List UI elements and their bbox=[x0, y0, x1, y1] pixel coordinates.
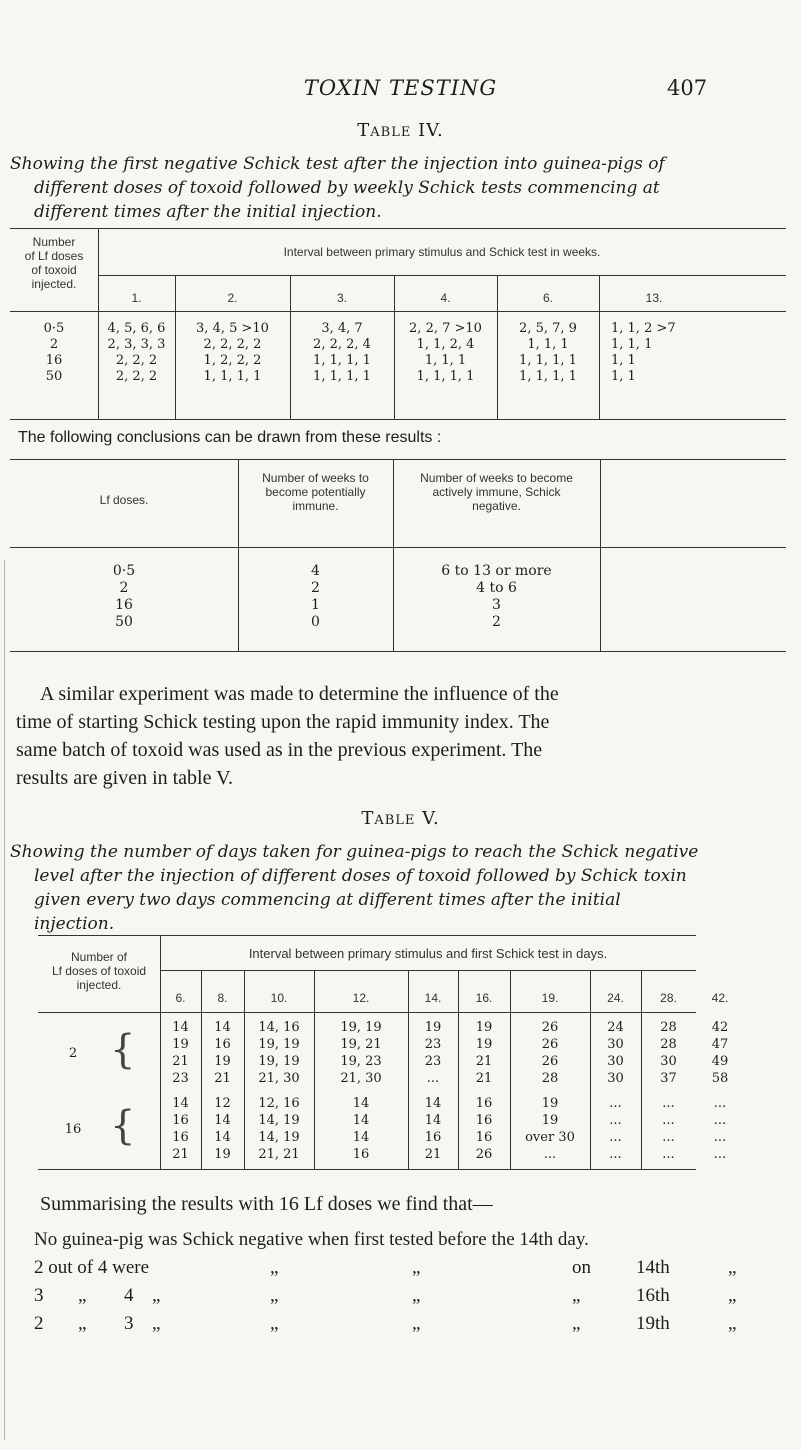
table5-cell: 14, 19 bbox=[258, 1130, 300, 1145]
summary-intro: Summarising the results with 16 Lf doses we find that— bbox=[40, 1193, 493, 1215]
table5-brace: { bbox=[110, 1103, 136, 1149]
table5-col-header: 16. bbox=[475, 991, 493, 1005]
table4-label: Table IV. bbox=[357, 120, 444, 141]
table5-cell: 19, 19 bbox=[258, 1054, 300, 1069]
summary-line bbox=[34, 1282, 794, 1310]
table5-cell: 21 bbox=[172, 1147, 189, 1162]
table4-col-header: 13. bbox=[645, 291, 663, 305]
table5-cell: 14 bbox=[172, 1020, 189, 1035]
table5-cell: ... bbox=[609, 1147, 622, 1162]
table5-cell: ... bbox=[713, 1130, 727, 1145]
table5-label: Table V. bbox=[361, 808, 440, 829]
table5-cell: 23 bbox=[172, 1071, 189, 1086]
table5-col-header: 12. bbox=[352, 991, 370, 1005]
table5-cell: ... bbox=[426, 1071, 440, 1086]
table4-span-header: Interval between primary stimulus and Schick test in weeks. bbox=[283, 245, 601, 259]
subtable-active-column: 6 to 13 or more 4 to 6 3 2 bbox=[441, 563, 552, 630]
table5-cell: 19, 21 bbox=[340, 1037, 382, 1052]
table5-cell: 19 bbox=[541, 1113, 559, 1128]
table5-cell: 19 bbox=[424, 1020, 442, 1035]
table5-group-dose: 2 bbox=[68, 1046, 78, 1061]
summary-token: 14th bbox=[636, 1257, 670, 1278]
table5-group-dose: 16 bbox=[64, 1122, 82, 1137]
table5-cell: 24 bbox=[607, 1020, 624, 1035]
summary-line: No guinea-pig was Schick negative when first tested before the 14th day. bbox=[34, 1229, 589, 1250]
table5-cell: 21, 30 bbox=[258, 1071, 300, 1086]
table5-cell: 16 bbox=[424, 1130, 442, 1145]
table4-column-4: 2, 2, 7 >10 1, 1, 2, 4 1, 1, 1 1, 1, 1, 1 bbox=[409, 321, 482, 384]
table5-cell: 14 bbox=[214, 1020, 231, 1035]
table5-cell: 16 bbox=[172, 1113, 189, 1128]
table5-cell: 19, 19 bbox=[340, 1020, 382, 1035]
table5-cell: 30 bbox=[607, 1037, 624, 1052]
table5-col-header: 19. bbox=[541, 991, 559, 1005]
summary-token: „ bbox=[412, 1313, 421, 1334]
table5-cell: 28 bbox=[541, 1071, 559, 1086]
table5-cell: 14 bbox=[214, 1113, 231, 1128]
table4-col-header: 2. bbox=[227, 291, 238, 305]
summary-token: „ bbox=[78, 1313, 87, 1334]
summary-token: 2 bbox=[34, 1313, 44, 1334]
summary-token: on bbox=[572, 1257, 591, 1278]
table5-cell: 14 bbox=[352, 1130, 370, 1145]
table5-cell: 12 bbox=[214, 1096, 231, 1111]
table5-cell: 14, 16 bbox=[258, 1020, 300, 1035]
table5-cell: 21 bbox=[214, 1071, 231, 1086]
table5-cell: 26 bbox=[541, 1020, 559, 1035]
table5-cell: 23 bbox=[424, 1037, 442, 1052]
summary-token: „ bbox=[572, 1285, 581, 1306]
table5-cell: 14 bbox=[424, 1113, 442, 1128]
summary-token: „ bbox=[270, 1285, 279, 1306]
table5-cell: 21 bbox=[475, 1071, 493, 1086]
table5-cell: 19, 19 bbox=[258, 1037, 300, 1052]
table5-cell: 21 bbox=[172, 1054, 189, 1069]
table5-cell: ... bbox=[609, 1113, 622, 1128]
table5-cell: 42 bbox=[711, 1020, 729, 1035]
table5-cell: 26 bbox=[541, 1054, 559, 1069]
summary-token: „ bbox=[728, 1285, 737, 1306]
table5-cell: 21, 21 bbox=[258, 1147, 300, 1162]
subtable-header-lf: Lf doses. bbox=[99, 493, 149, 507]
table5-cell: 28 bbox=[660, 1037, 677, 1052]
table5-col-header: 6. bbox=[175, 991, 186, 1005]
table5-cell: 19 bbox=[475, 1020, 493, 1035]
table4-caption: Showing the first negative Schick test after the injection into guinea-pigs of different doses of toxoid followed by weekly Schick tests commencing at different times after the initial injection. bbox=[10, 154, 665, 222]
table4-col0-header: Number of Lf doses of toxoid injected. bbox=[24, 235, 84, 291]
table5-cell: 26 bbox=[541, 1037, 559, 1052]
table5-cell: ... bbox=[713, 1113, 727, 1128]
summary-token: 4 bbox=[124, 1285, 134, 1306]
table5-cell: 19 bbox=[475, 1037, 493, 1052]
table5-cell: 16 bbox=[475, 1130, 493, 1145]
summary-token: „ bbox=[412, 1285, 421, 1306]
summary-token: „ bbox=[152, 1285, 161, 1306]
summary-line bbox=[34, 1254, 794, 1282]
summary-token: 3 bbox=[34, 1285, 44, 1306]
summary-token: „ bbox=[78, 1285, 87, 1306]
table5-cell: 14 bbox=[352, 1096, 370, 1111]
table5-cell: 14 bbox=[352, 1113, 370, 1128]
table5-cell: 30 bbox=[660, 1054, 677, 1069]
table5-cell: 14 bbox=[214, 1130, 231, 1145]
table5-cell: 47 bbox=[711, 1037, 729, 1052]
table5-cell: 19 bbox=[214, 1054, 231, 1069]
table5-cell: ... bbox=[662, 1096, 675, 1111]
subtable-header-potential: Number of weeks to become potentially immune. bbox=[262, 471, 369, 513]
table5-col-header: 24. bbox=[607, 991, 624, 1005]
table5-cell: ... bbox=[662, 1130, 675, 1145]
table5-cell: 16 bbox=[214, 1037, 231, 1052]
table5-col-header: 42. bbox=[711, 991, 729, 1005]
summary-token: „ bbox=[270, 1257, 279, 1278]
table5-cell: 19 bbox=[541, 1096, 559, 1111]
table5-cell: 21 bbox=[424, 1147, 442, 1162]
summary-lines bbox=[34, 1226, 794, 1338]
table5-col-header: 10. bbox=[270, 991, 288, 1005]
table5-span-header: Interval between primary stimulus and first Schick test in days. bbox=[248, 946, 608, 961]
table4-frame bbox=[10, 228, 786, 652]
table5-caption: Showing the number of days taken for guinea-pigs to reach the Schick negative level after the injection of different doses of toxoid followed by Schick toxin given every two days commencing at different times after the initial injection. bbox=[10, 842, 699, 934]
subtable-potential-column: 4 2 1 0 bbox=[311, 563, 320, 630]
table5-cell: 16 bbox=[475, 1113, 493, 1128]
table5-cell: ... bbox=[609, 1096, 622, 1111]
table5-cell: 21 bbox=[475, 1054, 493, 1069]
table4-col-header: 3. bbox=[336, 291, 347, 305]
running-header: TOXIN TESTING bbox=[303, 76, 498, 100]
table5-col0-header: Number of Lf doses of toxoid injected. bbox=[51, 950, 147, 992]
table5-cell: 16 bbox=[475, 1096, 493, 1111]
table5-cell: 23 bbox=[424, 1054, 442, 1069]
table5-cell: over 30 bbox=[525, 1130, 575, 1145]
table5-cell: 14, 19 bbox=[258, 1113, 300, 1128]
table5-cell: ... bbox=[662, 1113, 675, 1128]
table5-cell: 37 bbox=[660, 1071, 677, 1086]
table5-cell: 14 bbox=[172, 1096, 189, 1111]
table5-frame bbox=[38, 935, 729, 1170]
table5-cell: 58 bbox=[711, 1071, 729, 1086]
table5-cell: ... bbox=[713, 1096, 727, 1111]
table5-cell: 12, 16 bbox=[258, 1096, 300, 1111]
left-margin-rule bbox=[4, 560, 5, 1440]
table5-cell: 30 bbox=[607, 1054, 624, 1069]
table4-col-header: 1. bbox=[131, 291, 142, 305]
summary-token: 19th bbox=[636, 1313, 670, 1334]
table5-cell: ... bbox=[609, 1130, 622, 1145]
table4-column-3: 3, 4, 7 2, 2, 2, 4 1, 1, 1, 1 1, 1, 1, 1 bbox=[313, 321, 371, 384]
table4-column-13: 1, 1, 2 >7 1, 1, 1 1, 1 1, 1 bbox=[611, 321, 676, 384]
table5-cell: 30 bbox=[607, 1071, 624, 1086]
table4-conclusion: The following conclusions can be drawn from these results : bbox=[18, 429, 442, 446]
table5-cell: 28 bbox=[660, 1020, 677, 1035]
summary-token: „ bbox=[728, 1313, 737, 1334]
table4-col-header: 4. bbox=[440, 291, 451, 305]
table5-col-header: 14. bbox=[424, 991, 442, 1005]
table5-cell: 14 bbox=[424, 1096, 442, 1111]
table4-col-header: 6. bbox=[542, 291, 553, 305]
table5-cell: 19 bbox=[172, 1037, 189, 1052]
body-paragraph: A similar experiment was made to determine the influence of the time of starting Schick testing upon the rapid immunity index. The same batch of toxoid was used as in the previous experiment. The results are given in table V. bbox=[16, 683, 559, 789]
table5-cell: 19, 23 bbox=[340, 1054, 382, 1069]
table5-cell: 16 bbox=[352, 1147, 370, 1162]
table4-dose-column: 0·5 2 16 50 bbox=[43, 321, 65, 384]
table5-brace: { bbox=[110, 1027, 136, 1073]
table5-cell: 49 bbox=[711, 1054, 729, 1069]
table5-cell: 26 bbox=[475, 1147, 493, 1162]
summary-token: „ bbox=[728, 1257, 737, 1278]
summary-token: „ bbox=[152, 1313, 161, 1334]
table5-cell: ... bbox=[713, 1147, 727, 1162]
table4-column-6: 2, 5, 7, 9 1, 1, 1 1, 1, 1, 1 1, 1, 1, 1 bbox=[519, 321, 577, 384]
table5-cell: ... bbox=[543, 1147, 557, 1162]
table4-column-2: 3, 4, 5 >10 2, 2, 2, 2 1, 2, 2, 2 1, 1, 1, 1 bbox=[196, 321, 269, 384]
summary-token: 3 bbox=[124, 1313, 134, 1334]
summary-token: „ bbox=[270, 1313, 279, 1334]
table5-cell: 19 bbox=[214, 1147, 231, 1162]
summary-token: 16th bbox=[636, 1285, 670, 1306]
subtable-lf-column: 0·5 2 16 50 bbox=[112, 563, 136, 630]
summary-token: „ bbox=[572, 1313, 581, 1334]
table5-cell: 21, 30 bbox=[340, 1071, 382, 1086]
table4-column-1: 4, 5, 6, 6 2, 3, 3, 3 2, 2, 2 2, 2, 2 bbox=[107, 321, 166, 384]
table5-col-header: 28. bbox=[660, 991, 677, 1005]
table5-col-header: 8. bbox=[217, 991, 228, 1005]
summary-token: 2 out of 4 were bbox=[34, 1257, 150, 1278]
subtable-header-active: Number of weeks to become actively immune, Schick negative. bbox=[420, 471, 573, 513]
table5-cell: 16 bbox=[172, 1130, 189, 1145]
table5-cell: ... bbox=[662, 1147, 675, 1162]
summary-line bbox=[34, 1310, 794, 1338]
summary-token: „ bbox=[412, 1257, 421, 1278]
page-number: 407 bbox=[667, 76, 708, 100]
